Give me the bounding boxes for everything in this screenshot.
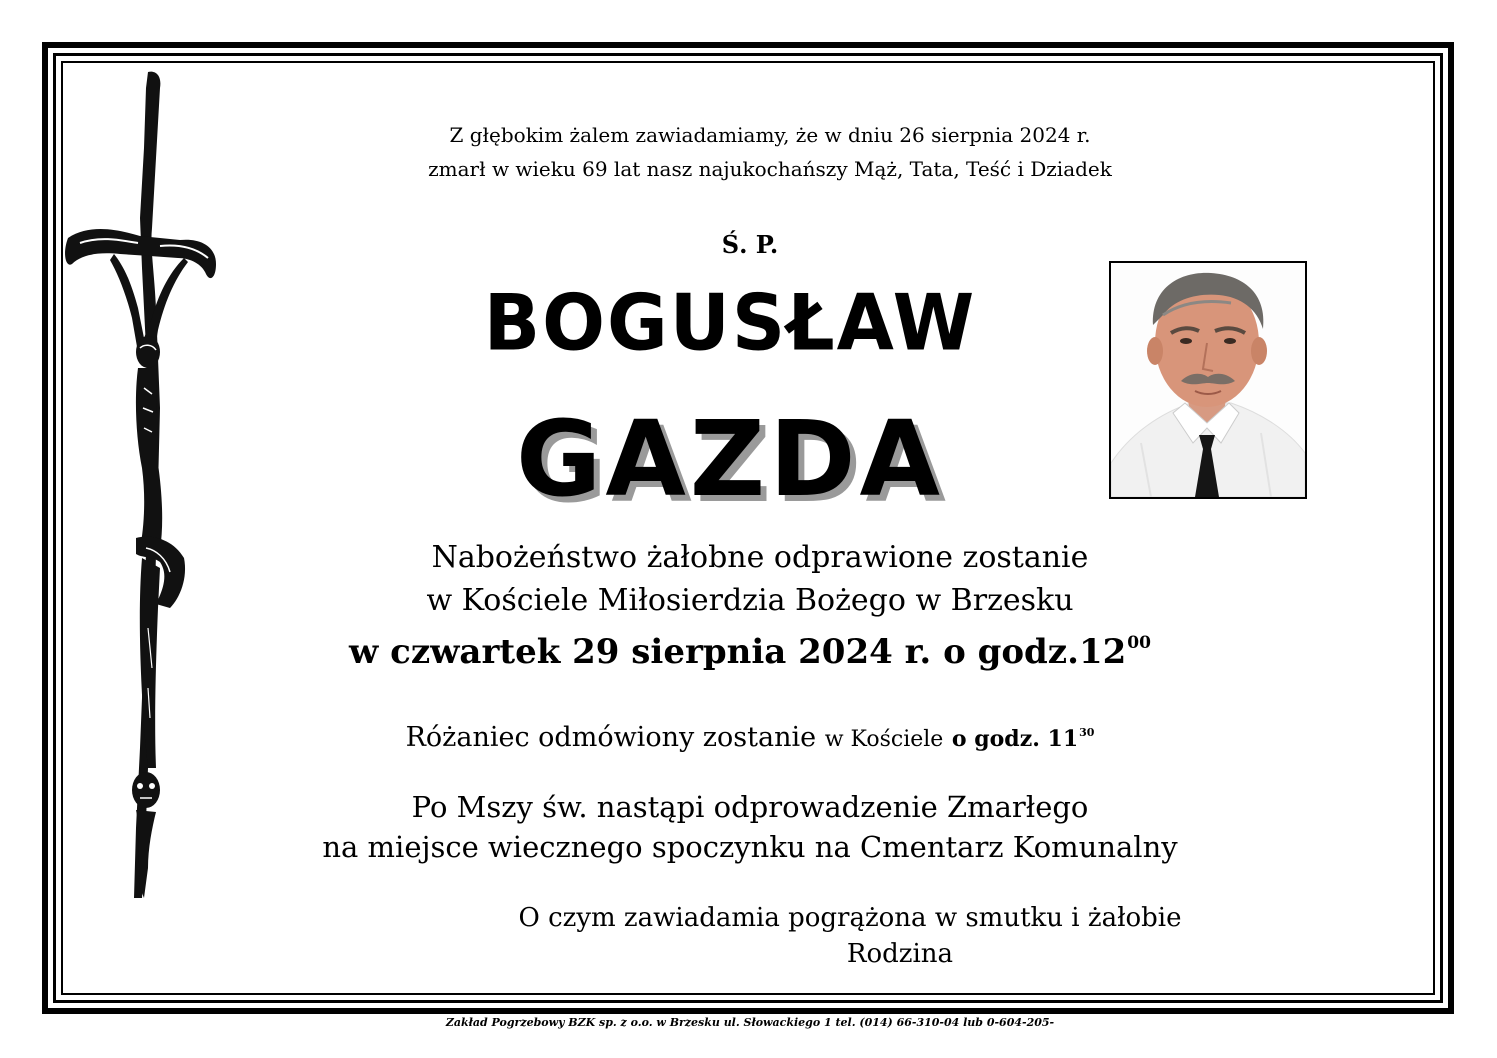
burial-line-2: na miejsce wiecznego spoczynku na Cmentarz Komunalny: [322, 830, 1178, 864]
rosary-time: [952, 726, 1095, 752]
rosary-place: w Kościele: [824, 727, 944, 752]
closing-line-1: O czym zawiadamia pogrążona w smutku i żałobie: [518, 903, 1182, 933]
deceased-surname: GAZDA: [515, 398, 945, 520]
funeral-line-1: Nabożeństwo żałobne odprawione zostanie: [431, 540, 1089, 575]
crucifix-icon: [60, 68, 220, 903]
intro-line-1: Z głębokim żalem zawiadamiamy, że w dniu 26 sierpnia 2024 r.: [449, 123, 1091, 147]
rosary-line: [240, 722, 1260, 753]
deceased-first-name: BOGUSŁAW: [483, 277, 977, 369]
funeral-home-footer: Zakład Pogrzebowy BZK sp. z o.o. w Brzesku ul. Słowackiego 1 tel. (014) 66-310-04 lub 0-604-205-: [445, 1016, 1055, 1029]
mourning-border: [42, 42, 1454, 1014]
honorific: Ś. P.: [721, 230, 779, 259]
intro-line-2: zmarł w wieku 69 lat nasz najukochańszy Mąż, Tata, Teść i Dziadek: [428, 157, 1112, 181]
funeral-date-text: w czwartek 29 sierpnia 2024 r. o godz.12: [349, 632, 1127, 672]
burial-line-1: Po Mszy św. nastąpi odprowadzenie Zmarłego: [411, 790, 1089, 824]
rosary-text: Różaniec odmówiony zostanie: [405, 722, 817, 753]
rosary-time-hour: o godz. 11: [951, 726, 1079, 752]
deceased-photo: [1109, 261, 1307, 499]
portrait-image: [1111, 263, 1305, 497]
funeral-date: [230, 632, 1270, 672]
closing-signature: Rodzina: [846, 939, 954, 969]
funeral-line-2: w Kościele Miłosierdzia Bożego w Brzesku: [426, 583, 1074, 618]
funeral-time-minutes: 00: [1127, 632, 1151, 653]
rosary-time-minutes: 30: [1079, 726, 1095, 740]
